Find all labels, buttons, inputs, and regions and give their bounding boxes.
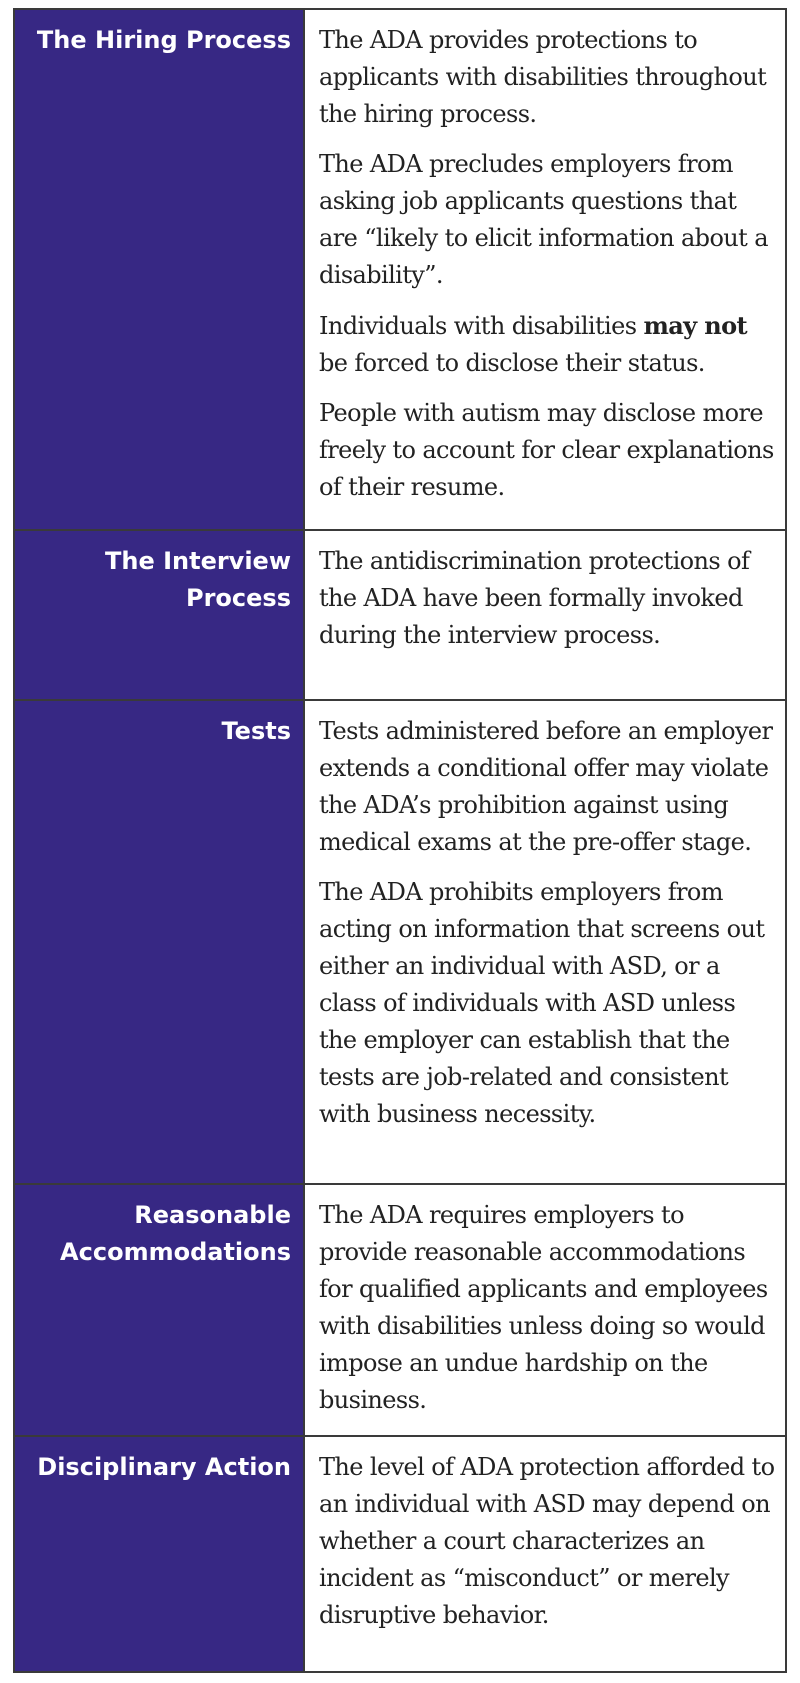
row-content-cell	[307, 1437, 785, 1671]
paragraph: The ADA requires employers to provide reasonable accommodations for qualified applicants and employees with disabilities unless doing so would impose an undue hardship on the business.	[319, 1201, 768, 1414]
row-label-cell	[15, 10, 305, 529]
row-content-cell	[307, 701, 785, 1183]
paragraph: People with autism may disclose more freely to account for clear explanations of their resume.	[319, 399, 774, 501]
row-label: Tests	[221, 717, 291, 745]
table-row-interview-process	[15, 529, 785, 699]
paragraph: Tests administered before an employer extends a conditional offer may violate the ADA’s prohibition against using medical exams at the pre-offer stage.	[319, 717, 773, 856]
paragraph-text: Individuals with disabilities	[319, 312, 644, 340]
row-label-cell	[15, 531, 305, 699]
table-row-tests	[15, 699, 785, 1183]
row-content-cell	[307, 1185, 785, 1435]
table-row-reasonable-accommodations	[15, 1183, 785, 1435]
row-content-cell	[307, 531, 785, 699]
table-row-disciplinary-action	[15, 1435, 785, 1671]
ada-protections-table	[13, 8, 787, 1673]
paragraph	[319, 307, 775, 382]
paragraph: The ADA provides protections to applicants with disabilities throughout the hiring process.	[319, 26, 767, 128]
paragraph: The level of ADA protection afforded to an individual with ASD may depend on whether a court characterizes an incident as “misconduct” or merely disruptive behavior.	[319, 1453, 775, 1629]
row-label-cell	[15, 1185, 305, 1435]
row-label-cell	[15, 701, 305, 1183]
paragraph-text: be forced to disclose their status.	[319, 349, 705, 377]
row-label: Reasonable Accommodations	[60, 1201, 291, 1266]
row-label-cell	[15, 1437, 305, 1671]
emphasis-text: may not	[643, 311, 748, 340]
row-label: Disciplinary Action	[37, 1453, 291, 1481]
table-row-hiring-process	[15, 10, 785, 529]
paragraph: The ADA prohibits employers from acting on information that screens out either an individual with ASD, or a class of individuals with ASD unless the employer can establish that the tests are job-related and consistent with business necessity.	[319, 878, 765, 1128]
paragraph: The ADA precludes employers from asking job applicants questions that are “likely to elicit information about a disability”.	[319, 150, 768, 289]
row-label: The Interview Process	[104, 547, 291, 612]
row-content-cell	[307, 10, 785, 529]
paragraph: The antidiscrimination protections of the ADA have been formally invoked during the interview process.	[319, 547, 750, 649]
row-label: The Hiring Process	[36, 26, 291, 54]
